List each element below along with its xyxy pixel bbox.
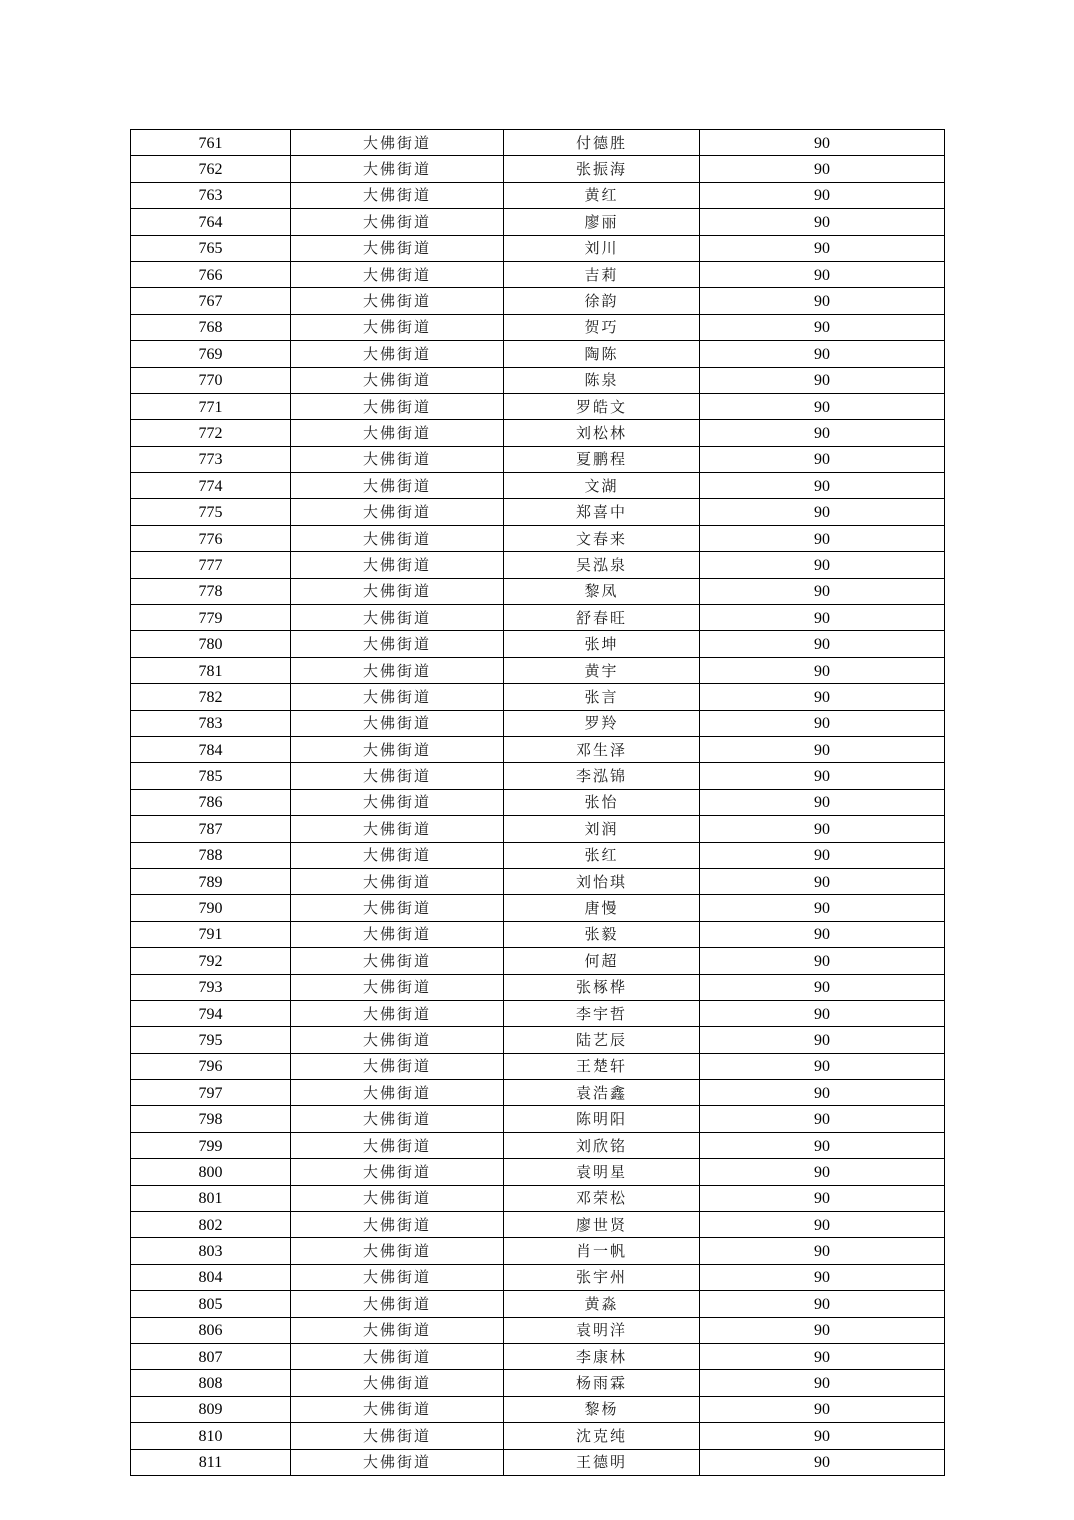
person-name-cell: 袁明星	[504, 1159, 700, 1185]
street-cell: 大佛街道	[291, 1343, 504, 1369]
serial-number-cell: 771	[131, 393, 291, 419]
serial-number-cell: 797	[131, 1080, 291, 1106]
person-name-cell: 王楚轩	[504, 1053, 700, 1079]
score-cell: 90	[700, 1106, 945, 1132]
serial-number-cell: 763	[131, 182, 291, 208]
person-name-cell: 罗羚	[504, 710, 700, 736]
score-cell: 90	[700, 1027, 945, 1053]
serial-number-cell: 790	[131, 895, 291, 921]
person-name-cell: 邓荣松	[504, 1185, 700, 1211]
street-cell: 大佛街道	[291, 842, 504, 868]
serial-number-cell: 780	[131, 631, 291, 657]
table-row	[131, 393, 945, 419]
person-name-cell: 王德明	[504, 1449, 700, 1475]
street-cell: 大佛街道	[291, 605, 504, 631]
street-cell: 大佛街道	[291, 1106, 504, 1132]
street-cell: 大佛街道	[291, 1000, 504, 1026]
serial-number-cell: 779	[131, 605, 291, 631]
person-name-cell: 吉莉	[504, 261, 700, 287]
score-cell: 90	[700, 1159, 945, 1185]
score-cell: 90	[700, 473, 945, 499]
serial-number-cell: 801	[131, 1185, 291, 1211]
table-row	[131, 1396, 945, 1422]
person-name-cell: 贺巧	[504, 314, 700, 340]
person-name-cell: 黄淼	[504, 1291, 700, 1317]
person-name-cell: 杨雨霖	[504, 1370, 700, 1396]
score-cell: 90	[700, 974, 945, 1000]
serial-number-cell: 761	[131, 130, 291, 156]
score-cell: 90	[700, 948, 945, 974]
street-cell: 大佛街道	[291, 446, 504, 472]
serial-number-cell: 772	[131, 420, 291, 446]
serial-number-cell: 767	[131, 288, 291, 314]
table-row	[131, 420, 945, 446]
score-cell: 90	[700, 1423, 945, 1449]
serial-number-cell: 792	[131, 948, 291, 974]
score-cell: 90	[700, 341, 945, 367]
table-row	[131, 974, 945, 1000]
table-row	[131, 578, 945, 604]
street-cell: 大佛街道	[291, 1317, 504, 1343]
serial-number-cell: 766	[131, 261, 291, 287]
score-cell: 90	[700, 156, 945, 182]
street-cell: 大佛街道	[291, 261, 504, 287]
serial-number-cell: 811	[131, 1449, 291, 1475]
person-name-cell: 刘润	[504, 816, 700, 842]
score-cell: 90	[700, 1132, 945, 1158]
table-row	[131, 684, 945, 710]
street-cell: 大佛街道	[291, 736, 504, 762]
score-cell: 90	[700, 1238, 945, 1264]
serial-number-cell: 794	[131, 1000, 291, 1026]
street-cell: 大佛街道	[291, 341, 504, 367]
person-name-cell: 陈明阳	[504, 1106, 700, 1132]
table-row	[131, 1370, 945, 1396]
person-name-cell: 罗皓文	[504, 393, 700, 419]
street-cell: 大佛街道	[291, 499, 504, 525]
person-name-cell: 刘怡琪	[504, 868, 700, 894]
person-name-cell: 袁浩鑫	[504, 1080, 700, 1106]
serial-number-cell: 769	[131, 341, 291, 367]
score-cell: 90	[700, 605, 945, 631]
street-cell: 大佛街道	[291, 1238, 504, 1264]
serial-number-cell: 783	[131, 710, 291, 736]
score-cell: 90	[700, 552, 945, 578]
score-cell: 90	[700, 130, 945, 156]
person-name-cell: 刘欣铭	[504, 1132, 700, 1158]
score-cell: 90	[700, 1185, 945, 1211]
serial-number-cell: 773	[131, 446, 291, 472]
table-row	[131, 948, 945, 974]
street-cell: 大佛街道	[291, 393, 504, 419]
serial-number-cell: 798	[131, 1106, 291, 1132]
table-row	[131, 1212, 945, 1238]
street-cell: 大佛街道	[291, 314, 504, 340]
street-cell: 大佛街道	[291, 657, 504, 683]
street-cell: 大佛街道	[291, 209, 504, 235]
street-cell: 大佛街道	[291, 1132, 504, 1158]
street-cell: 大佛街道	[291, 552, 504, 578]
street-cell: 大佛街道	[291, 578, 504, 604]
street-cell: 大佛街道	[291, 1080, 504, 1106]
score-cell: 90	[700, 1000, 945, 1026]
score-cell: 90	[700, 420, 945, 446]
table-row	[131, 1027, 945, 1053]
score-cell: 90	[700, 288, 945, 314]
serial-number-cell: 764	[131, 209, 291, 235]
street-cell: 大佛街道	[291, 1291, 504, 1317]
table-row	[131, 1159, 945, 1185]
table-row	[131, 1291, 945, 1317]
person-name-cell: 张坤	[504, 631, 700, 657]
person-name-cell: 张椓桦	[504, 974, 700, 1000]
serial-number-cell: 786	[131, 789, 291, 815]
street-cell: 大佛街道	[291, 1212, 504, 1238]
street-cell: 大佛街道	[291, 684, 504, 710]
score-cell: 90	[700, 921, 945, 947]
person-name-cell: 张红	[504, 842, 700, 868]
street-cell: 大佛街道	[291, 789, 504, 815]
table-row	[131, 1343, 945, 1369]
person-name-cell: 袁明洋	[504, 1317, 700, 1343]
person-name-cell: 邓生泽	[504, 736, 700, 762]
score-cell: 90	[700, 657, 945, 683]
serial-number-cell: 782	[131, 684, 291, 710]
table-row	[131, 631, 945, 657]
serial-number-cell: 800	[131, 1159, 291, 1185]
score-cell: 90	[700, 499, 945, 525]
score-cell: 90	[700, 710, 945, 736]
table-row	[131, 314, 945, 340]
street-cell: 大佛街道	[291, 367, 504, 393]
street-cell: 大佛街道	[291, 1370, 504, 1396]
serial-number-cell: 787	[131, 816, 291, 842]
street-cell: 大佛街道	[291, 710, 504, 736]
score-cell: 90	[700, 393, 945, 419]
table-row	[131, 473, 945, 499]
serial-number-cell: 785	[131, 763, 291, 789]
score-cell: 90	[700, 1317, 945, 1343]
street-cell: 大佛街道	[291, 182, 504, 208]
score-cell: 90	[700, 1264, 945, 1290]
table-row	[131, 842, 945, 868]
person-name-cell: 徐韵	[504, 288, 700, 314]
serial-number-cell: 778	[131, 578, 291, 604]
table-row	[131, 446, 945, 472]
person-name-cell: 文湖	[504, 473, 700, 499]
person-name-cell: 张振海	[504, 156, 700, 182]
score-cell: 90	[700, 868, 945, 894]
score-cell: 90	[700, 1291, 945, 1317]
table-row	[131, 182, 945, 208]
serial-number-cell: 774	[131, 473, 291, 499]
table-row	[131, 1000, 945, 1026]
roster-table-body	[131, 130, 945, 1476]
street-cell: 大佛街道	[291, 1449, 504, 1475]
table-row	[131, 1053, 945, 1079]
person-name-cell: 李康林	[504, 1343, 700, 1369]
serial-number-cell: 776	[131, 525, 291, 551]
person-name-cell: 文春来	[504, 525, 700, 551]
score-cell: 90	[700, 209, 945, 235]
serial-number-cell: 768	[131, 314, 291, 340]
person-name-cell: 沈克纯	[504, 1423, 700, 1449]
person-name-cell: 陶陈	[504, 341, 700, 367]
score-cell: 90	[700, 1080, 945, 1106]
person-name-cell: 郑喜中	[504, 499, 700, 525]
serial-number-cell: 775	[131, 499, 291, 525]
table-row	[131, 736, 945, 762]
score-cell: 90	[700, 736, 945, 762]
table-row	[131, 657, 945, 683]
street-cell: 大佛街道	[291, 948, 504, 974]
person-name-cell: 付德胜	[504, 130, 700, 156]
street-cell: 大佛街道	[291, 1159, 504, 1185]
street-cell: 大佛街道	[291, 525, 504, 551]
person-name-cell: 唐慢	[504, 895, 700, 921]
table-row	[131, 789, 945, 815]
serial-number-cell: 777	[131, 552, 291, 578]
table-row	[131, 710, 945, 736]
person-name-cell: 陆艺辰	[504, 1027, 700, 1053]
table-row	[131, 156, 945, 182]
score-cell: 90	[700, 1449, 945, 1475]
person-name-cell: 黎凤	[504, 578, 700, 604]
table-row	[131, 341, 945, 367]
serial-number-cell: 799	[131, 1132, 291, 1158]
table-row	[131, 1080, 945, 1106]
table-row	[131, 288, 945, 314]
score-cell: 90	[700, 314, 945, 340]
table-row	[131, 1238, 945, 1264]
street-cell: 大佛街道	[291, 1185, 504, 1211]
table-row	[131, 1132, 945, 1158]
score-cell: 90	[700, 1396, 945, 1422]
street-cell: 大佛街道	[291, 974, 504, 1000]
serial-number-cell: 807	[131, 1343, 291, 1369]
street-cell: 大佛街道	[291, 921, 504, 947]
table-row	[131, 130, 945, 156]
serial-number-cell: 788	[131, 842, 291, 868]
person-name-cell: 李宇哲	[504, 1000, 700, 1026]
street-cell: 大佛街道	[291, 1423, 504, 1449]
table-row	[131, 1449, 945, 1475]
table-row	[131, 895, 945, 921]
person-name-cell: 肖一帆	[504, 1238, 700, 1264]
score-cell: 90	[700, 1053, 945, 1079]
street-cell: 大佛街道	[291, 631, 504, 657]
serial-number-cell: 795	[131, 1027, 291, 1053]
person-name-cell: 廖丽	[504, 209, 700, 235]
person-name-cell: 舒春旺	[504, 605, 700, 631]
score-cell: 90	[700, 1370, 945, 1396]
serial-number-cell: 803	[131, 1238, 291, 1264]
score-cell: 90	[700, 261, 945, 287]
street-cell: 大佛街道	[291, 1027, 504, 1053]
person-name-cell: 张毅	[504, 921, 700, 947]
serial-number-cell: 810	[131, 1423, 291, 1449]
street-cell: 大佛街道	[291, 868, 504, 894]
score-cell: 90	[700, 182, 945, 208]
street-cell: 大佛街道	[291, 1053, 504, 1079]
score-cell: 90	[700, 367, 945, 393]
score-cell: 90	[700, 789, 945, 815]
score-cell: 90	[700, 1212, 945, 1238]
table-row	[131, 552, 945, 578]
table-row	[131, 868, 945, 894]
serial-number-cell: 806	[131, 1317, 291, 1343]
person-name-cell: 黄红	[504, 182, 700, 208]
person-name-cell: 张言	[504, 684, 700, 710]
score-cell: 90	[700, 763, 945, 789]
table-row	[131, 499, 945, 525]
serial-number-cell: 793	[131, 974, 291, 1000]
person-name-cell: 黎杨	[504, 1396, 700, 1422]
score-cell: 90	[700, 842, 945, 868]
table-row	[131, 1317, 945, 1343]
serial-number-cell: 791	[131, 921, 291, 947]
street-cell: 大佛街道	[291, 420, 504, 446]
table-row	[131, 525, 945, 551]
serial-number-cell: 796	[131, 1053, 291, 1079]
table-row	[131, 209, 945, 235]
street-cell: 大佛街道	[291, 816, 504, 842]
serial-number-cell: 765	[131, 235, 291, 261]
score-cell: 90	[700, 578, 945, 604]
street-cell: 大佛街道	[291, 763, 504, 789]
person-name-cell: 陈泉	[504, 367, 700, 393]
table-row	[131, 605, 945, 631]
table-row	[131, 1423, 945, 1449]
person-name-cell: 廖世贤	[504, 1212, 700, 1238]
serial-number-cell: 804	[131, 1264, 291, 1290]
person-name-cell: 何超	[504, 948, 700, 974]
street-cell: 大佛街道	[291, 1396, 504, 1422]
table-row	[131, 261, 945, 287]
score-cell: 90	[700, 895, 945, 921]
person-name-cell: 李泓锦	[504, 763, 700, 789]
serial-number-cell: 809	[131, 1396, 291, 1422]
score-cell: 90	[700, 446, 945, 472]
street-cell: 大佛街道	[291, 473, 504, 499]
score-cell: 90	[700, 525, 945, 551]
table-row	[131, 816, 945, 842]
person-name-cell: 夏鹏程	[504, 446, 700, 472]
table-row	[131, 367, 945, 393]
serial-number-cell: 784	[131, 736, 291, 762]
person-name-cell: 刘松林	[504, 420, 700, 446]
serial-number-cell: 789	[131, 868, 291, 894]
serial-number-cell: 781	[131, 657, 291, 683]
serial-number-cell: 770	[131, 367, 291, 393]
serial-number-cell: 808	[131, 1370, 291, 1396]
street-cell: 大佛街道	[291, 288, 504, 314]
score-cell: 90	[700, 235, 945, 261]
table-row	[131, 1264, 945, 1290]
table-row	[131, 1106, 945, 1132]
street-cell: 大佛街道	[291, 895, 504, 921]
score-cell: 90	[700, 1343, 945, 1369]
roster-table	[130, 129, 945, 1476]
street-cell: 大佛街道	[291, 1264, 504, 1290]
person-name-cell: 刘川	[504, 235, 700, 261]
table-row	[131, 763, 945, 789]
person-name-cell: 吴泓泉	[504, 552, 700, 578]
street-cell: 大佛街道	[291, 156, 504, 182]
table-row	[131, 1185, 945, 1211]
person-name-cell: 黄宇	[504, 657, 700, 683]
score-cell: 90	[700, 816, 945, 842]
street-cell: 大佛街道	[291, 130, 504, 156]
table-row	[131, 235, 945, 261]
person-name-cell: 张宇州	[504, 1264, 700, 1290]
table-row	[131, 921, 945, 947]
street-cell: 大佛街道	[291, 235, 504, 261]
person-name-cell: 张怡	[504, 789, 700, 815]
serial-number-cell: 802	[131, 1212, 291, 1238]
serial-number-cell: 762	[131, 156, 291, 182]
score-cell: 90	[700, 631, 945, 657]
score-cell: 90	[700, 684, 945, 710]
serial-number-cell: 805	[131, 1291, 291, 1317]
